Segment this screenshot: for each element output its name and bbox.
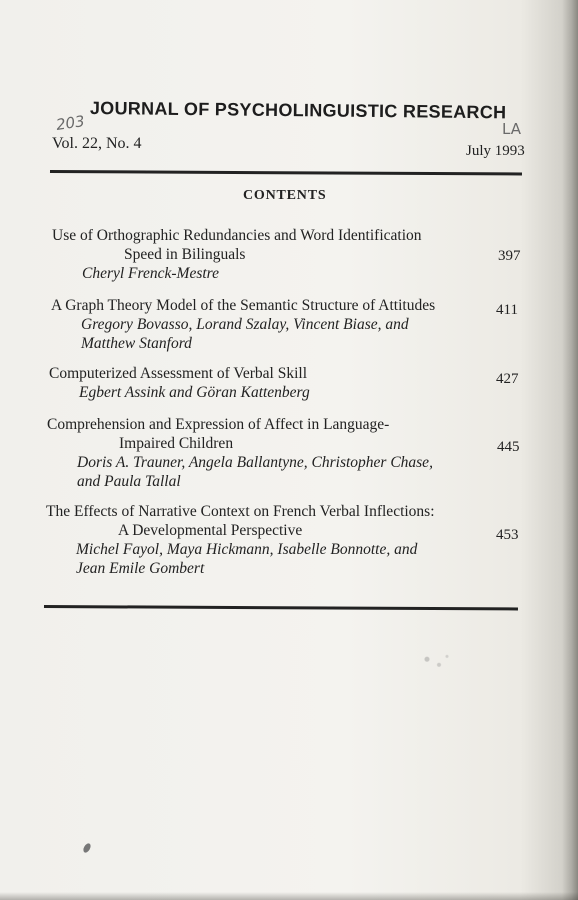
article-authors: Egbert Assink and Göran Kattenberg [79,384,310,401]
journal-title: JOURNAL OF PSYCHOLINGUISTIC RESEARCH [89,98,507,123]
article-title: Comprehension and Expression of Affect in Language- [47,416,390,433]
page-number: 453 [496,527,519,543]
article-title: Use of Orthographic Redundancies and Word Identification [52,227,422,244]
toc-entry[interactable] [47,415,433,491]
article-authors: Michel Fayol, Maya Hickmann, Isabelle Bonnotte, and [76,541,418,558]
issue-date: July 1993 [466,143,525,159]
page-number: 397 [498,248,521,264]
handwritten-note-left: 203 [54,112,86,134]
article-authors: Cheryl Frenck-Mestre [82,265,220,282]
paper-speckle [415,648,455,676]
article-title-cont: Impaired Children [119,435,234,452]
page-number: 427 [496,371,519,387]
article-title: Computerized Assessment of Verbal Skill [49,365,308,382]
article-authors-cont: and Paula Tallal [77,473,181,490]
toc-entry[interactable] [51,296,435,353]
contents-heading: CONTENTS [243,188,327,203]
toc-entry[interactable] [46,502,435,578]
article-title: A Graph Theory Model of the Semantic Structure of Attitudes [51,297,436,314]
toc-entry[interactable] [52,226,422,283]
article-title: The Effects of Narrative Context on French Verbal Inflections: [46,503,435,520]
article-title-cont: A Developmental Perspective [118,522,303,539]
handwritten-note-right: LA [502,120,521,138]
article-authors: Doris A. Trauner, Angela Ballantyne, Christopher Chase, [77,454,433,471]
article-title-cont: Speed in Bilinguals [124,246,246,263]
page-number: 411 [496,302,518,318]
toc-entry[interactable] [49,364,310,402]
article-authors-cont: Matthew Stanford [81,335,192,352]
article-authors-cont: Jean Emile Gombert [76,560,205,577]
volume-issue: Vol. 22, No. 4 [52,135,142,152]
article-authors: Gregory Bovasso, Lorand Szalay, Vincent Biase, and [81,316,409,333]
page-number: 445 [497,439,520,455]
